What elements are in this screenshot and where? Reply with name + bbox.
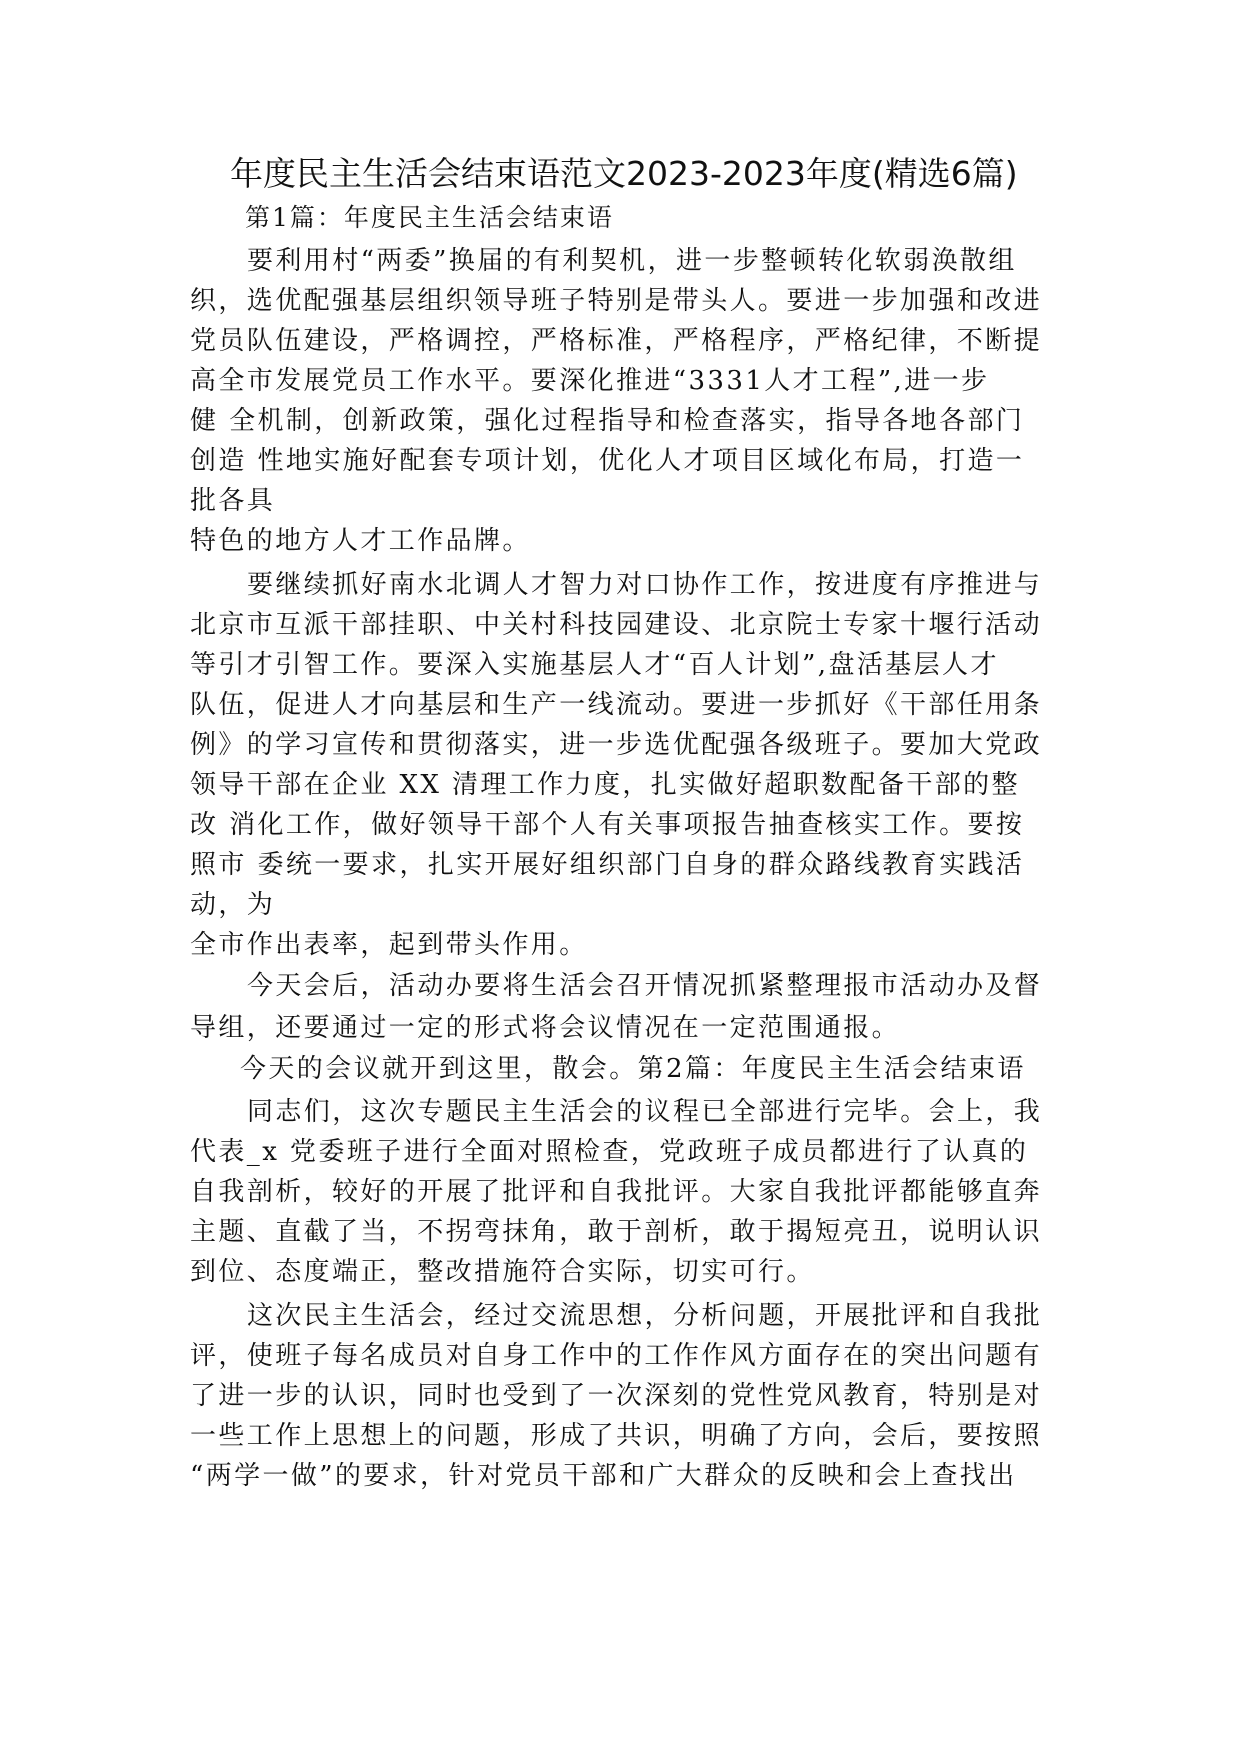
paragraph-line: 创造 性地实施好配套专项计划，优化人才项目区域化布局，打造一 [190, 446, 1025, 476]
paragraph-line: 主题、直截了当，不拐弯抹角，敢于剖析，敢于揭短亮丑，说明认识 [190, 1217, 1043, 1247]
paragraph-line: 自我剖析，较好的开展了批评和自我批评。大家自我批评都能够直奔 [190, 1177, 1043, 1207]
paragraph-line: 同志们，这次专题民主生活会的议程已全部进行完毕。会上，我 [247, 1097, 1043, 1127]
document-title: 年度民主生活会结束语范文2023-2023年度(精选6篇) [230, 154, 1018, 193]
chapter-heading: 第1篇：年度民主生活会结束语 [245, 203, 614, 232]
paragraph-line: 动，为 [190, 890, 276, 920]
paragraph-line: 照市 委统一要求，扎实开展好组织部门自身的群众路线教育实践活 [190, 850, 1025, 880]
paragraph-line: 织，选优配强基层组织领导班子特别是带头人。要进一步加强和改进 [190, 286, 1043, 316]
paragraph-line: 今天会后，活动办要将生活会召开情况抓紧整理报市活动办及督 [247, 971, 1043, 1001]
paragraph-line: 特色的地方人才工作品牌。 [190, 526, 531, 556]
paragraph-line: 全市作出表率，起到带头作用。 [190, 930, 588, 960]
paragraph-line: “两学一做”的要求，针对党员干部和广大群众的反映和会上查找出 [190, 1461, 1017, 1491]
paragraph-line: 党员队伍建设，严格调控，严格标准，严格程序，严格纪律，不断提 [190, 326, 1043, 356]
paragraph-line: 批各具 [190, 486, 276, 516]
paragraph-line: 代表_x 党委班子进行全面对照检查，党政班子成员都进行了认真的 [190, 1137, 1029, 1167]
paragraph-line: 评，使班子每名成员对自身工作中的工作作风方面存在的突出问题有 [190, 1341, 1043, 1371]
paragraph-line: 一些工作上思想上的问题，形成了共识，明确了方向，会后，要按照 [190, 1421, 1043, 1451]
paragraph-line: 到位、态度端正，整改措施符合实际，切实可行。 [190, 1257, 815, 1287]
paragraph-line: 领导干部在企业 XX 清理工作力度，扎实做好超职数配备干部的整 [190, 770, 1020, 800]
paragraph-line: 健 全机制，创新政策，强化过程指导和检查落实，指导各地各部门 [190, 406, 1025, 436]
paragraph-line: 队伍，促进人才向基层和生产一线流动。要进一步抓好《干部任用条 [190, 690, 1043, 720]
paragraph-line: 例》的学习宣传和贯彻落实，进一步选优配强各级班子。要加大党政 [190, 730, 1043, 760]
paragraph-line: 导组，还要通过一定的形式将会议情况在一定范围通报。 [190, 1013, 901, 1043]
paragraph-line: 改 消化工作，做好领导干部个人有关事项报告抽查核实工作。要按 [190, 810, 1025, 840]
paragraph-line: 要继续抓好南水北调人才智力对口协作工作，按进度有序推进与 [247, 570, 1043, 600]
paragraph-line: 要利用村“两委”换届的有利契机，进一步整顿转化软弱涣散组 [247, 246, 1017, 276]
paragraph-line: 今天的会议就开到这里，散会。第2篇：年度民主生活会结束语 [240, 1054, 1026, 1084]
paragraph-line: 高全市发展党员工作水平。要深化推进“3331人才工程”,进一步 [190, 366, 990, 396]
paragraph-line: 等引才引智工作。要深入实施基层人才“百人计划”,盘活基层人才 [190, 650, 999, 680]
paragraph-line: 这次民主生活会，经过交流思想，分析问题，开展批评和自我批 [247, 1301, 1043, 1331]
paragraph-line: 北京市互派干部挂职、中关村科技园建设、北京院士专家十堰行活动 [190, 610, 1043, 640]
paragraph-line: 了进一步的认识，同时也受到了一次深刻的党性党风教育，特别是对 [190, 1381, 1043, 1411]
